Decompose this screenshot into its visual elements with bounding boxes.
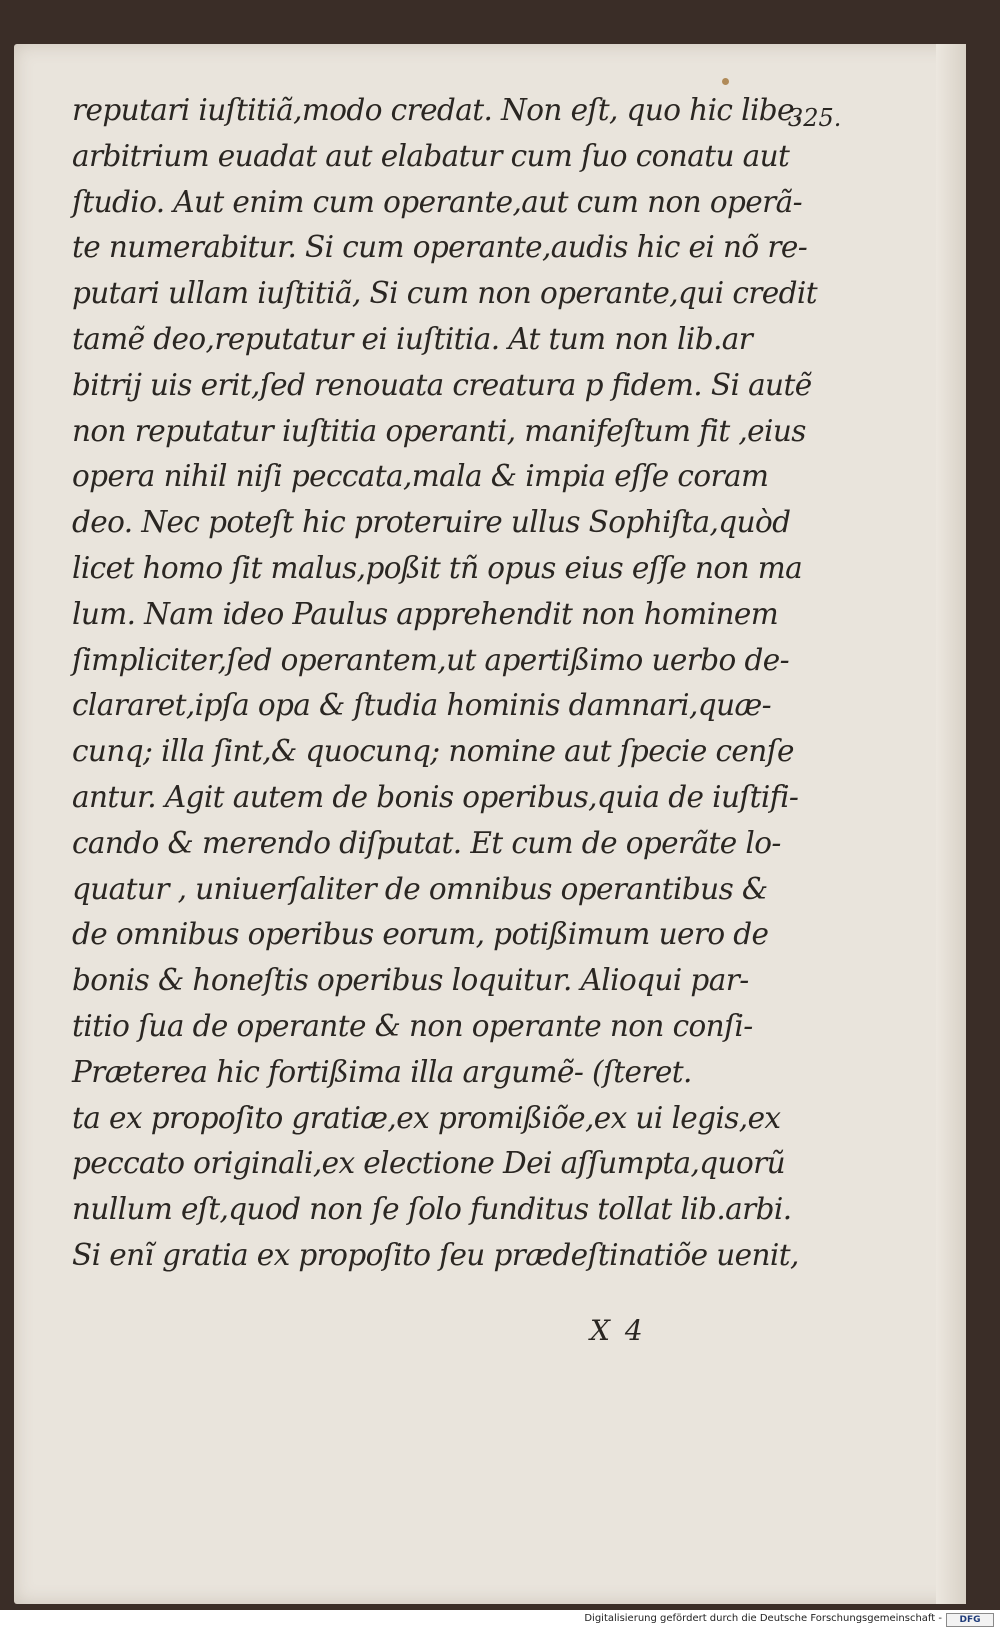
page-edge-shadow xyxy=(936,44,966,1604)
text-line: peccato originali,ex electione Dei aſſumpta,quorũ xyxy=(72,1146,786,1181)
text-line: clararet,ipſa opa & ſtudia hominis damnari,quæ- xyxy=(72,688,771,723)
text-line: titio ſua de operante & non operante non conſi- xyxy=(72,1008,753,1043)
text-line: putari ullam iuſtitiã, Si cum non operante,qui credit xyxy=(72,276,817,311)
text-line: arbitrium euadat aut elabatur cum ſuo conatu aut xyxy=(72,138,790,173)
text-line: Præterea hic fortißima illa argumẽ- (ſteret. xyxy=(72,1054,692,1089)
text-line: deo. Nec poteſt hic proteruire ullus Sophiſta,quòd xyxy=(72,505,791,540)
text-line: ſimpliciter,ſed operantem,ut apertißimo uerbo de- xyxy=(72,642,789,677)
text-line: licet homo ſit malus,poßit tñ opus eius eſſe non ma xyxy=(72,550,803,585)
page-number: 325. xyxy=(788,104,842,132)
text-line: quatur , uniuerſaliter de omnibus operantibus & xyxy=(72,871,768,906)
ink-spot xyxy=(722,78,729,85)
text-line: te numerabitur. Si cum operante,audis hic ei nõ re- xyxy=(72,230,808,265)
dfg-logo: DFG xyxy=(946,1613,994,1627)
text-line: nullum eſt,quod non ſe ſolo funditus tollat lib.arbi. xyxy=(72,1192,792,1227)
text-line: reputari iuſtitiã,modo credat. Non eſt, quo hic libe. xyxy=(72,93,803,127)
text-line: ſtudio. Aut enim cum operante,aut cum non operã- xyxy=(72,184,803,219)
text-line: ta ex propoſito gratiæ,ex promißiõe,ex ui legis,ex xyxy=(72,1100,781,1135)
text-line: cunq; illa ſint,& quocunq; nomine aut ſpecie cenſe xyxy=(72,734,794,769)
text-line: tamẽ deo,reputatur ei iuſtitia. At tum non lib.ar xyxy=(72,321,753,356)
text-line: de omnibus operibus eorum, potißimum uero de xyxy=(72,917,769,952)
text-line: bitrij uis erit,ſed renouata creatura p fidem. Si autẽ xyxy=(72,367,812,402)
signature-mark: X 4 xyxy=(590,1314,646,1347)
text-line: cando & merendo diſputat. Et cum de operãte lo- xyxy=(72,825,781,860)
text-line: lum. Nam ideo Paulus apprehendit non hominem xyxy=(72,596,779,631)
text-line: opera nihil niſi peccata,mala & impia eſſe coram xyxy=(72,459,769,494)
digitization-credit: Digitalisierung gefördert durch die Deutsche Forschungsgemeinschaft - xyxy=(584,1613,942,1624)
text-line: non reputatur iuſtitia operanti, manifeſtum fit ,eius xyxy=(72,413,806,448)
text-line: antur. Agit autem de bonis operibus,quia de iuſtifi- xyxy=(72,779,799,814)
text-line: bonis & honeſtis operibus loquitur. Alioqui par- xyxy=(72,963,749,998)
text-line: Si enĩ gratia ex propoſito ſeu prædeſtinatiõe uenit, xyxy=(72,1237,799,1272)
